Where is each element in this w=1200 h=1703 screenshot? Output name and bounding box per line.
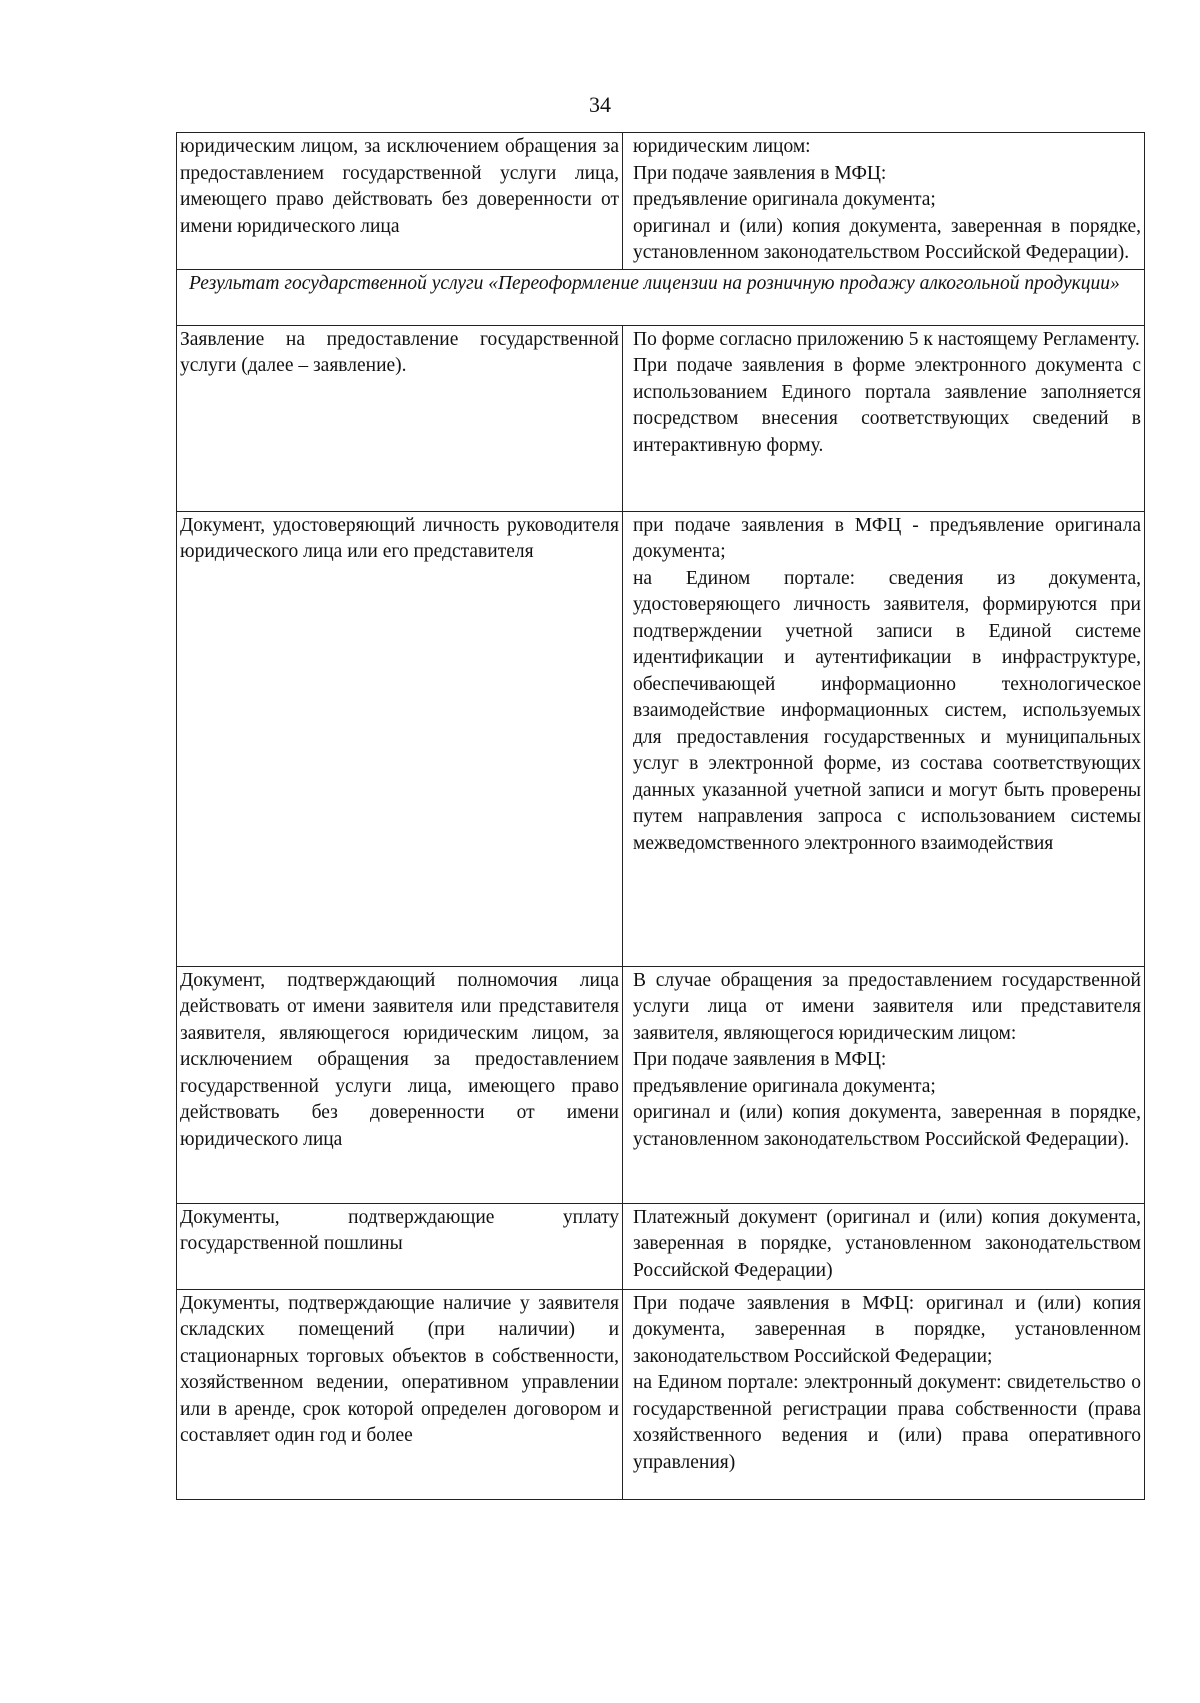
cell-paragraph: оригинал и (или) копия документа, заверенная в порядке, установленном законодательством Российской Федерации).	[633, 215, 1141, 263]
section-heading: Результат государственной услуги «Переоформление лицензии на розничную продажу алкогольной продукции»	[177, 269, 1145, 325]
row-document-cell	[177, 133, 623, 270]
cell-paragraph: юридическим лицом, за исключением обращения за предоставлением государственной услуги лица, имеющего право действовать без доверенности от имени юридического лица	[180, 136, 619, 237]
row-requirement-cell	[623, 325, 1145, 511]
cell-paragraph: При подаче заявления в форме электронного документа с использованием Единого портала заявление заполняется посредством внесения соответствующих сведений в интерактивную форму.	[633, 355, 1141, 456]
cell-paragraph: Документ, подтверждающий полномочия лица действовать от имени заявителя или представителя заявителя, являющегося юридическим лицом, за исключением обращения за предоставлением государственной услуги лица, имеющего право действовать без доверенности от имени юридического лица	[180, 969, 619, 1150]
cell-paragraph: юридическим лицом:	[633, 136, 811, 157]
row-document-cell	[177, 1289, 623, 1499]
cell-paragraph: По форме согласно приложению 5 к настоящему Регламенту.	[633, 328, 1140, 350]
cell-paragraph: Документы, подтверждающие уплату государственной пошлины	[180, 1206, 619, 1254]
cell-paragraph: При подаче заявления в МФЦ: оригинал и (или) копия документа, заверенная в порядке, установленном законодательством Российской Федерации;	[633, 1292, 1141, 1367]
table-row	[177, 966, 1145, 1203]
row-document-cell	[177, 511, 623, 966]
cell-paragraph: при подаче заявления в МФЦ - предъявление оригинала документа;	[633, 514, 1141, 562]
table-row	[177, 133, 1145, 270]
cell-paragraph: предъявление оригинала документа;	[633, 1075, 936, 1097]
cell-paragraph: Платежный документ (оригинал и (или) копия документа, заверенная в порядке, установленном законодательством Российской Федерации)	[633, 1206, 1141, 1281]
table-row	[177, 325, 1145, 511]
row-requirement-cell	[623, 966, 1145, 1203]
cell-paragraph: Документы, подтверждающие наличие у заявителя складских помещений (при наличии) и стационарных торговых объектов в собственности, хозяйственном ведении, оперативном управлении или в аренде, срок которой определен договором и составляет один год и более	[180, 1292, 619, 1446]
table-row	[177, 1203, 1145, 1289]
row-requirement-cell	[623, 511, 1145, 966]
cell-paragraph: В случае обращения за предоставлением государственной услуги лица от имени заявителя или представителя заявителя, являющегося юридическим лицом:	[633, 969, 1141, 1044]
table-row	[177, 1289, 1145, 1499]
cell-paragraph: Документ, удостоверяющий личность руководителя юридического лица или его представителя	[180, 514, 619, 562]
cell-paragraph: предъявление оригинала документа;	[633, 189, 936, 210]
row-document-cell	[177, 325, 623, 511]
cell-paragraph: на Едином портале: электронный документ: свидетельство о государственной регистрации права собственности (права хозяйственного ведения и (или) права оперативного управления)	[633, 1372, 1141, 1473]
table-section-row	[177, 269, 1145, 325]
requirements-table	[176, 132, 1145, 1500]
cell-paragraph: оригинал и (или) копия документа, заверенная в порядке, установленном законодательством Российской Федерации).	[633, 1102, 1141, 1150]
row-requirement-cell	[623, 1203, 1145, 1289]
row-requirement-cell	[623, 133, 1145, 270]
row-document-cell	[177, 966, 623, 1203]
table-row	[177, 511, 1145, 966]
cell-paragraph: на Едином портале: сведения из документа, удостоверяющего личность заявителя, формируются при подтверждении учетной записи в Единой системе идентификации и аутентификации в инфраструктуре, обеспечивающей информационно технологическое взаимодействие информационных систем, используемых для предоставления государственных и муниципальных услуг в электронной форме, из состава соответствующих данных указанной учетной записи и могут быть проверены путем направления запроса с использованием системы межведомственного электронного взаимодействия	[633, 567, 1141, 854]
row-requirement-cell	[623, 1289, 1145, 1499]
cell-paragraph: При подаче заявления в МФЦ:	[633, 162, 887, 184]
row-document-cell	[177, 1203, 623, 1289]
page-number: 34	[589, 92, 611, 117]
cell-paragraph: При подаче заявления в МФЦ:	[633, 1049, 887, 1070]
cell-paragraph: Заявление на предоставление государственной услуги (далее – заявление).	[180, 328, 619, 376]
